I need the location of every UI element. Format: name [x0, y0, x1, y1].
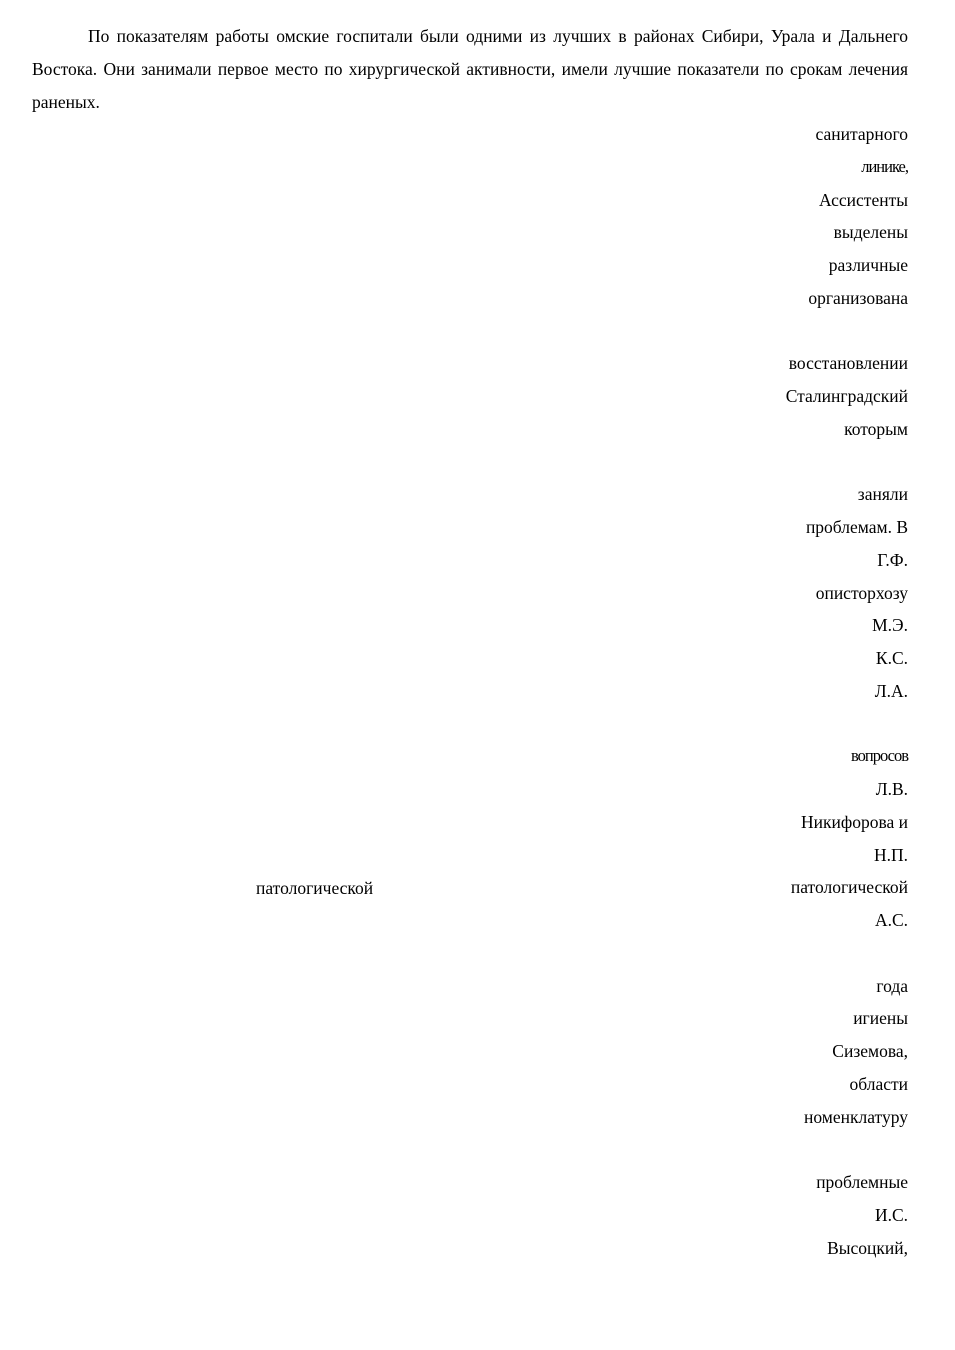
right-line: М.Э. — [872, 615, 908, 636]
right-line: вопросов — [850, 746, 908, 766]
right-line: номенклатуру — [804, 1106, 908, 1127]
right-column-text — [488, 118, 908, 1264]
left-column-word: патологической — [256, 878, 374, 898]
right-line: проблемам. В — [805, 517, 908, 537]
right-line-blank — [488, 446, 908, 479]
right-line: Сталинградский — [785, 386, 908, 406]
right-line: Г.Ф. — [877, 549, 908, 570]
right-line: области — [849, 1073, 908, 1094]
right-line: Высоцкий, — [827, 1237, 908, 1258]
right-line: описторхозу — [815, 582, 908, 603]
right-line: организована — [808, 287, 908, 308]
right-line: Никифорова и — [801, 811, 908, 832]
right-line-blank — [488, 937, 908, 970]
right-line-blank — [488, 315, 908, 348]
right-line: года — [876, 975, 908, 996]
right-line: И.С. — [874, 1204, 908, 1225]
right-line: Ассистенты — [818, 189, 908, 210]
right-line: Н.П. — [873, 844, 908, 865]
right-line: санитарного — [815, 124, 908, 144]
right-line: заняли — [857, 484, 908, 505]
right-line: К.С. — [875, 648, 908, 668]
right-line: которым — [844, 418, 908, 439]
right-line: восстановлении — [788, 353, 908, 374]
right-line: игиены — [853, 1008, 908, 1029]
right-line: Сиземова, — [832, 1041, 908, 1061]
intro-paragraph: По показателям работы омские госпитали были одними из лучших в районах Сибири, Урала и Дальнего Востока. Они занимали первое место по хирургической активности, имели лучшие показатели по срокам лечения раненых. — [32, 26, 908, 112]
right-line-blank — [488, 708, 908, 741]
right-line: Л.А. — [874, 680, 908, 701]
right-line-blank — [488, 1133, 908, 1166]
right-line: патологической — [790, 877, 908, 898]
right-line: выделены — [833, 222, 908, 243]
right-line: А.С. — [874, 910, 908, 930]
right-line: различные — [828, 255, 908, 275]
right-line: проблемные — [816, 1172, 908, 1192]
right-line: Л.В. — [875, 779, 908, 799]
right-line: линике, — [861, 156, 908, 176]
